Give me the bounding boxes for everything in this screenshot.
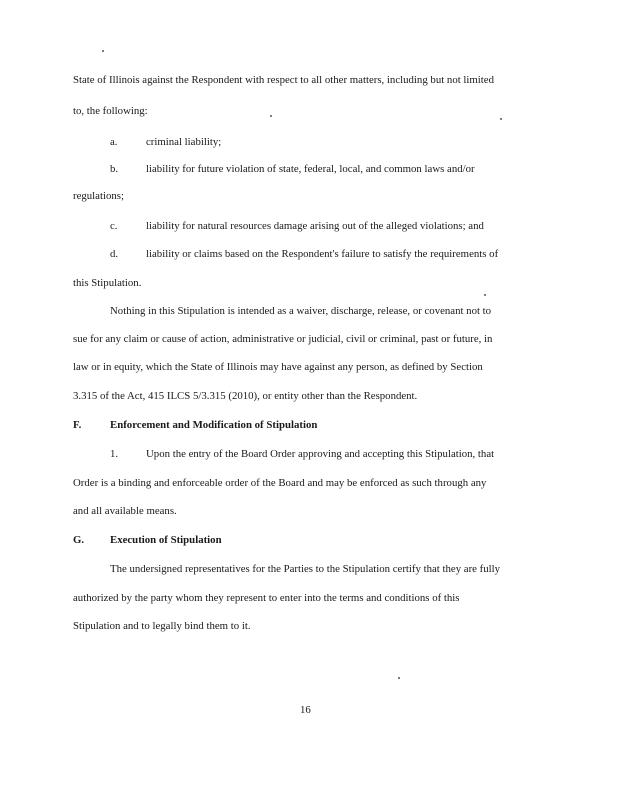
item-a-marker: a. [110,136,118,148]
scan-speck [270,115,272,117]
section-f-line-3: and all available means. [73,505,177,517]
item-d-marker: d. [110,248,119,260]
nothing-para-line-2: sue for any claim or cause of action, administrative or judicial, civil or criminal, past or future, in [73,333,493,345]
item-d-text: liability or claims based on the Respondent's failure to satisfy the requirements of [146,248,499,260]
intro-line-1: State of Illinois against the Respondent with respect to all other matters, including but not limited [73,74,494,86]
section-f-para-number: 1. [110,448,119,460]
page-number: 16 [300,704,311,716]
intro-line-2: to, the following: [73,105,148,117]
nothing-para-line-3: law or in equity, which the State of Illinois may have against any person, as defined by Section [73,361,483,373]
item-c-text: liability for natural resources damage arising out of the alleged violations; and [146,220,484,232]
item-d-continuation: this Stipulation. [73,277,142,289]
item-a-text: criminal liability; [146,136,222,148]
section-g-line-1: The undersigned representatives for the Parties to the Stipulation certify that they are fully [110,563,501,575]
scan-speck [500,118,502,120]
item-b-marker: b. [110,163,119,175]
section-g-line-3: Stipulation and to legally bind them to it. [73,620,251,632]
nothing-para-line-1: Nothing in this Stipulation is intended as a waiver, discharge, release, or covenant not to [110,305,492,317]
item-b-continuation: regulations; [73,190,124,202]
scan-speck [398,677,400,679]
section-f-heading: Enforcement and Modification of Stipulation [110,419,318,431]
item-c-marker: c. [110,220,118,232]
scan-speck [102,50,104,52]
section-g-heading: Execution of Stipulation [110,534,222,546]
section-f-letter: F. [73,419,82,431]
nothing-para-line-4: 3.315 of the Act, 415 ILCS 5/3.315 (2010), or entity other than the Respondent. [73,390,418,402]
section-g-letter: G. [73,534,85,546]
section-f-line-2: Order is a binding and enforceable order of the Board and may be enforced as such through any [73,477,487,489]
section-f-line-1: Upon the entry of the Board Order approving and accepting this Stipulation, that [146,448,495,460]
scan-speck [484,294,486,296]
item-b-text: liability for future violation of state, federal, local, and common laws and/or [146,163,475,175]
section-g-line-2: authorized by the party whom they represent to enter into the terms and conditions of this [73,592,460,604]
